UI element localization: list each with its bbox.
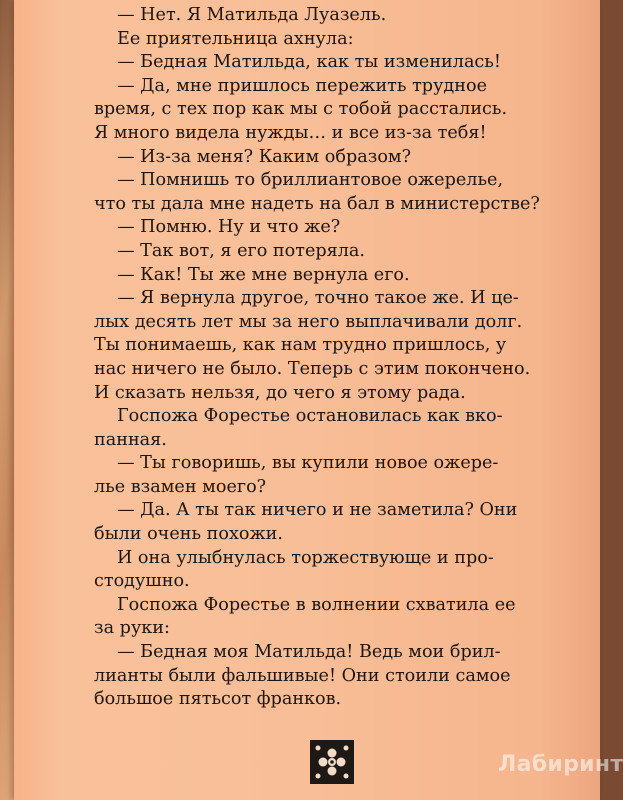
text-line: — Ты говоришь, вы купили новое ожерe- xyxy=(117,453,499,474)
page-text xyxy=(94,4,556,712)
book-page xyxy=(14,0,623,800)
text-line: — Помню. Ну и что же? xyxy=(117,217,341,238)
text-line: Ее приятельница ахнула: xyxy=(117,28,354,49)
text-line: время, с тех пор как мы с тобой расстались. xyxy=(94,99,508,120)
text-line: И она улыбнулась торжествующе и про- xyxy=(117,547,494,568)
text-line: лых десять лет мы за него выплачивали долг. xyxy=(94,311,523,332)
text-line: — Бедная моя Матильда! Ведь мои брил- xyxy=(117,642,501,663)
text-line: нас ничего не было. Теперь с этим покончено. xyxy=(94,358,531,379)
text-line: что ты дала мне надеть на бал в министерстве? xyxy=(94,193,540,214)
text-line: — Из-за меня? Каким образом? xyxy=(117,146,412,167)
text-line: — Бедная Матильда, как ты изменилась! xyxy=(117,52,501,73)
floral-ornament-icon xyxy=(310,740,354,784)
text-line: — Нет. Я Матильда Луазель. xyxy=(117,5,387,25)
text-line: И сказать нельзя, до чего я этому рада. xyxy=(94,382,466,403)
text-line: — Помнишь то бриллиантовое ожерелье, xyxy=(117,170,504,191)
text-line: были очень похожи. xyxy=(94,524,283,545)
text-line: Госпожа Форестье остановилась как вко- xyxy=(117,406,503,427)
text-line: стодушно. xyxy=(94,571,190,592)
text-line: лье взамен моего? xyxy=(94,476,267,497)
text-line: Я много видела нужды… и все из-за тебя! xyxy=(94,122,487,143)
text-line: — Как! Ты же мне вернула его. xyxy=(117,264,410,285)
text-line: за руки: xyxy=(94,618,170,639)
text-line: Ты понимаешь, как нам трудно пришлось, у xyxy=(94,335,507,356)
text-line: лианты были фальшивые! Они стоили самое xyxy=(94,665,511,686)
text-line: панная. xyxy=(94,429,167,450)
text-line: — Да. А ты так ничего и не заметила? Они xyxy=(117,500,518,521)
text-line: Госпожа Форестье в волнении схватила ее xyxy=(117,594,516,615)
text-line: — Я вернула другое, точно такое же. И це- xyxy=(117,288,519,309)
text-line: — Так вот, я его потеряла. xyxy=(117,240,366,261)
text-line: большое пятьсот франков. xyxy=(94,689,342,710)
text-line: — Да, мне пришлось пережить трудное xyxy=(117,75,487,96)
watermark-logo: Лабиринт xyxy=(498,752,623,777)
